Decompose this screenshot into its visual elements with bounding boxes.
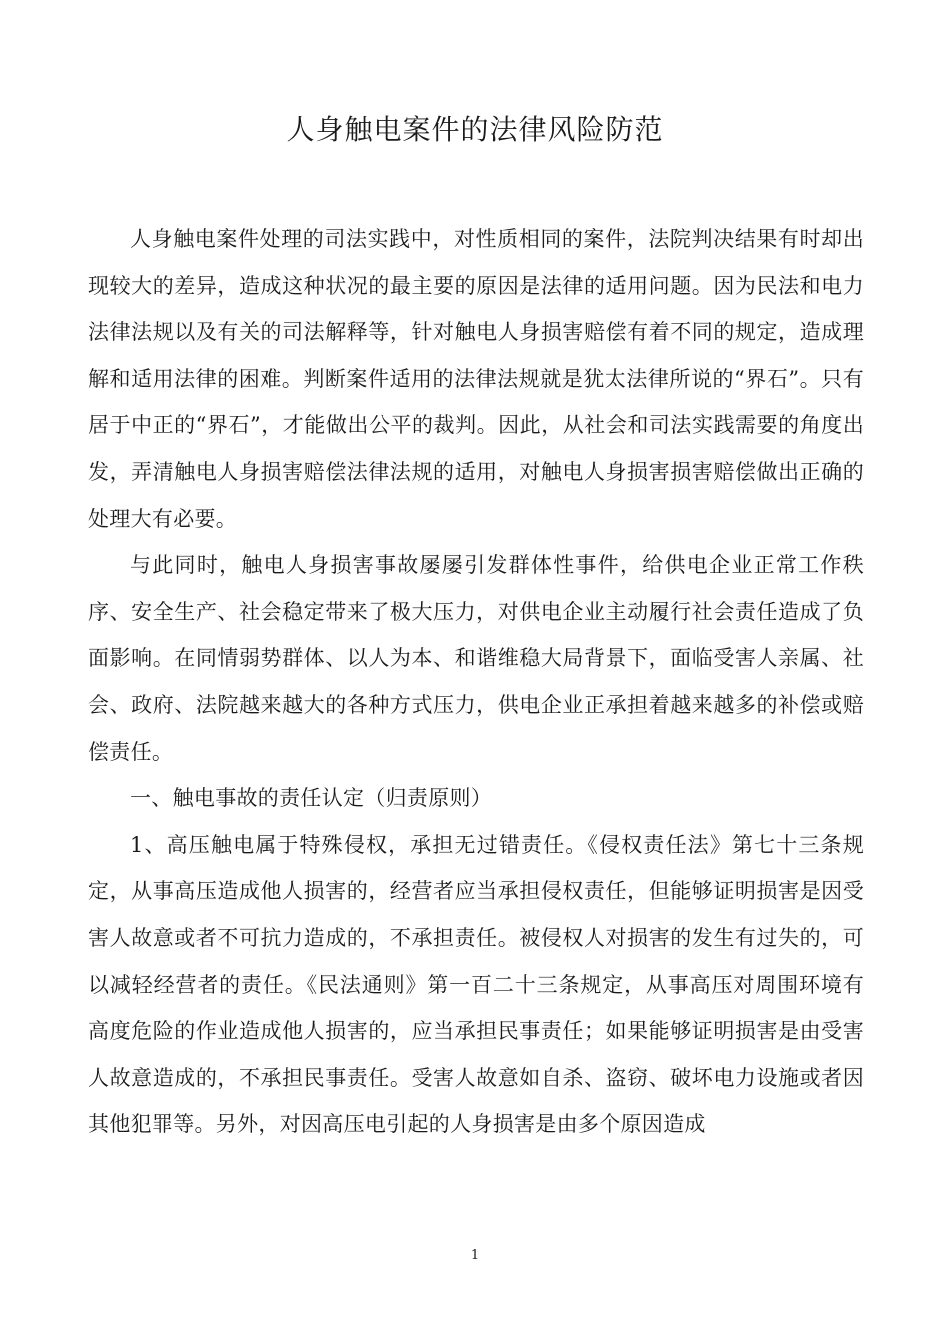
document-title: 人身触电案件的法律风险防范 bbox=[286, 113, 664, 146]
paragraph-intro: 人身触电案件处理的司法实践中，对性质相同的案件，法院判决结果有时却出现较大的差异，造成这种状况的最主要的原因是法律的适用问题。因为民法和电力法律法规以及有关的司法解释等，针对触电人身损害赔偿有着不同的规定，造成理解和适用法律的困难。判断案件适用的法律法规就是犹太法律所说的“界石”。只有居于中正的“界石”，才能做出公平的裁判。因此，从社会和司法实践需要的角度出发，弄清触电人身损害赔偿法律法规的适用，对触电人身损害损害赔偿做出正确的处理大有必要。 bbox=[88, 227, 864, 531]
paragraph-pressure: 与此同时，触电人身损害事故屡屡引发群体性事件，给供电企业正常工作秩序、安全生产、社会稳定带来了极大压力，对供电企业主动履行社会责任造成了负面影响。在同情弱势群体、以人为本、和谐维稳大局背景下，面临受害人亲属、社会、政府、法院越来越大的各种方式压力，供电企业正承担着越来越多的补偿或赔偿责任。 bbox=[88, 553, 864, 764]
paragraph-high-voltage: 1、高压触电属于特殊侵权，承担无过错责任。《侵权责任法》第七十三条规定，从事高压造成他人损害的，经营者应当承担侵权责任，但能够证明损害是因受害人故意或者不可抗力造成的，不承担责任。被侵权人对损害的发生有过失的，可以减轻经营者的责任。《民法通则》第一百二十三条规定，从事高压对周围环境有高度危险的作业造成他人损害的，应当承担民事责任；如果能够证明损害是由受害人故意造成的，不承担民事责任。受害人故意如自杀、盗窃、破坏电力设施或者因其他犯罪等。另外，对因高压电引起的人身损害是由多个原因造成 bbox=[88, 832, 864, 1137]
section-heading-liability: 一、触电事故的责任认定（归责原则） bbox=[130, 786, 493, 811]
page-number: 1 bbox=[470, 1248, 480, 1263]
document-body bbox=[88, 216, 864, 1148]
